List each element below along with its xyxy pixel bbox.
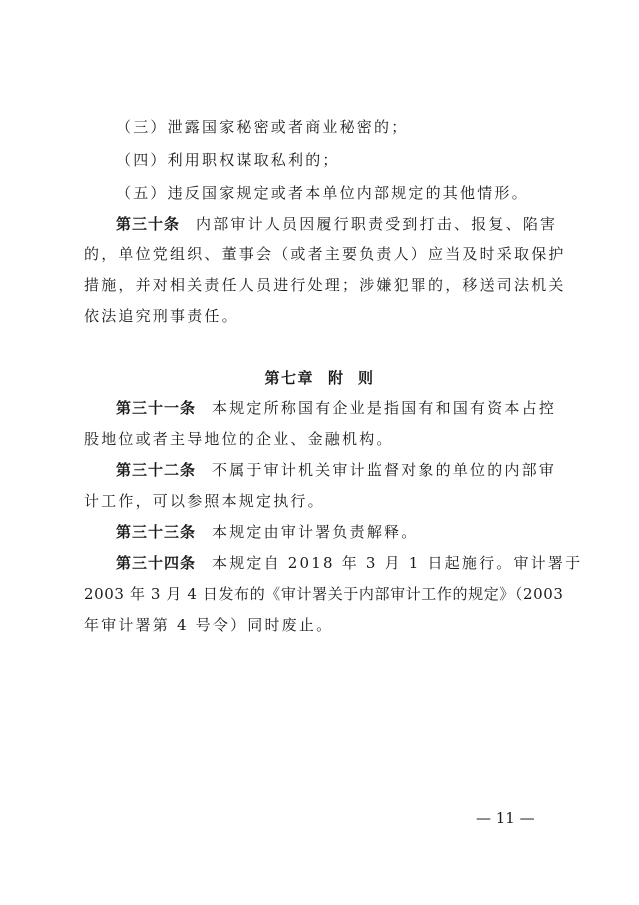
chapter-heading — [0, 368, 639, 388]
article-34-first-line — [116, 553, 596, 573]
article-33-text: 本规定由审计署负责解释。 — [212, 523, 419, 541]
article-30-text: 内部审计人员因履行职责受到打击、报复、陷害 — [196, 215, 558, 233]
article-34-text: 本规定自 2018 年 3 月 1 日起施行。审计署于 — [212, 554, 583, 572]
page-number: — 11 — — [476, 809, 535, 827]
item-4: （四）利用职权谋取私利的； — [116, 151, 340, 169]
article-30-line-4: 依法追究刑事责任。 — [84, 307, 239, 325]
article-31-line-2: 股地位或者主导地位的企业、金融机构。 — [84, 430, 394, 448]
article-30-line-3: 措施，并对相关责任人员进行处理；涉嫌犯罪的，移送司法机关 — [84, 276, 566, 294]
article-31-text: 本规定所称国有企业是指国有和国有资本占控 — [212, 399, 557, 417]
article-34-line-2: 2003 年 3 月 4 日发布的《审计署关于内部审计工作的规定》（2003 — [84, 585, 564, 603]
article-30-first-line — [116, 214, 596, 234]
article-32-first-line — [116, 460, 596, 480]
article-31-first-line — [116, 398, 596, 418]
article-34-title: 第三十四条 — [116, 554, 197, 572]
article-33-title: 第三十三条 — [116, 523, 197, 541]
article-32-text: 不属于审计机关审计监督对象的单位的内部审 — [212, 461, 557, 479]
article-31-title: 第三十一条 — [116, 399, 197, 417]
article-34-line-3: 年审计署第 4 号令）同时废止。 — [84, 616, 334, 634]
article-30-title: 第三十条 — [116, 215, 181, 233]
article-30-line-2: 的，单位党组织、董事会（或者主要负责人）应当及时采取保护 — [84, 245, 566, 263]
item-5: （五）违反国家规定或者本单位内部规定的其他情形。 — [116, 184, 529, 202]
chapter-number: 第七章 — [264, 369, 315, 387]
article-32-title: 第三十二条 — [116, 461, 197, 479]
chapter-name: 附 则 — [328, 369, 375, 387]
item-3: （三）泄露国家秘密或者商业秘密的； — [116, 118, 409, 136]
article-32-line-2: 计工作，可以参照本规定执行。 — [84, 492, 325, 510]
article-33-first-line — [116, 522, 596, 542]
